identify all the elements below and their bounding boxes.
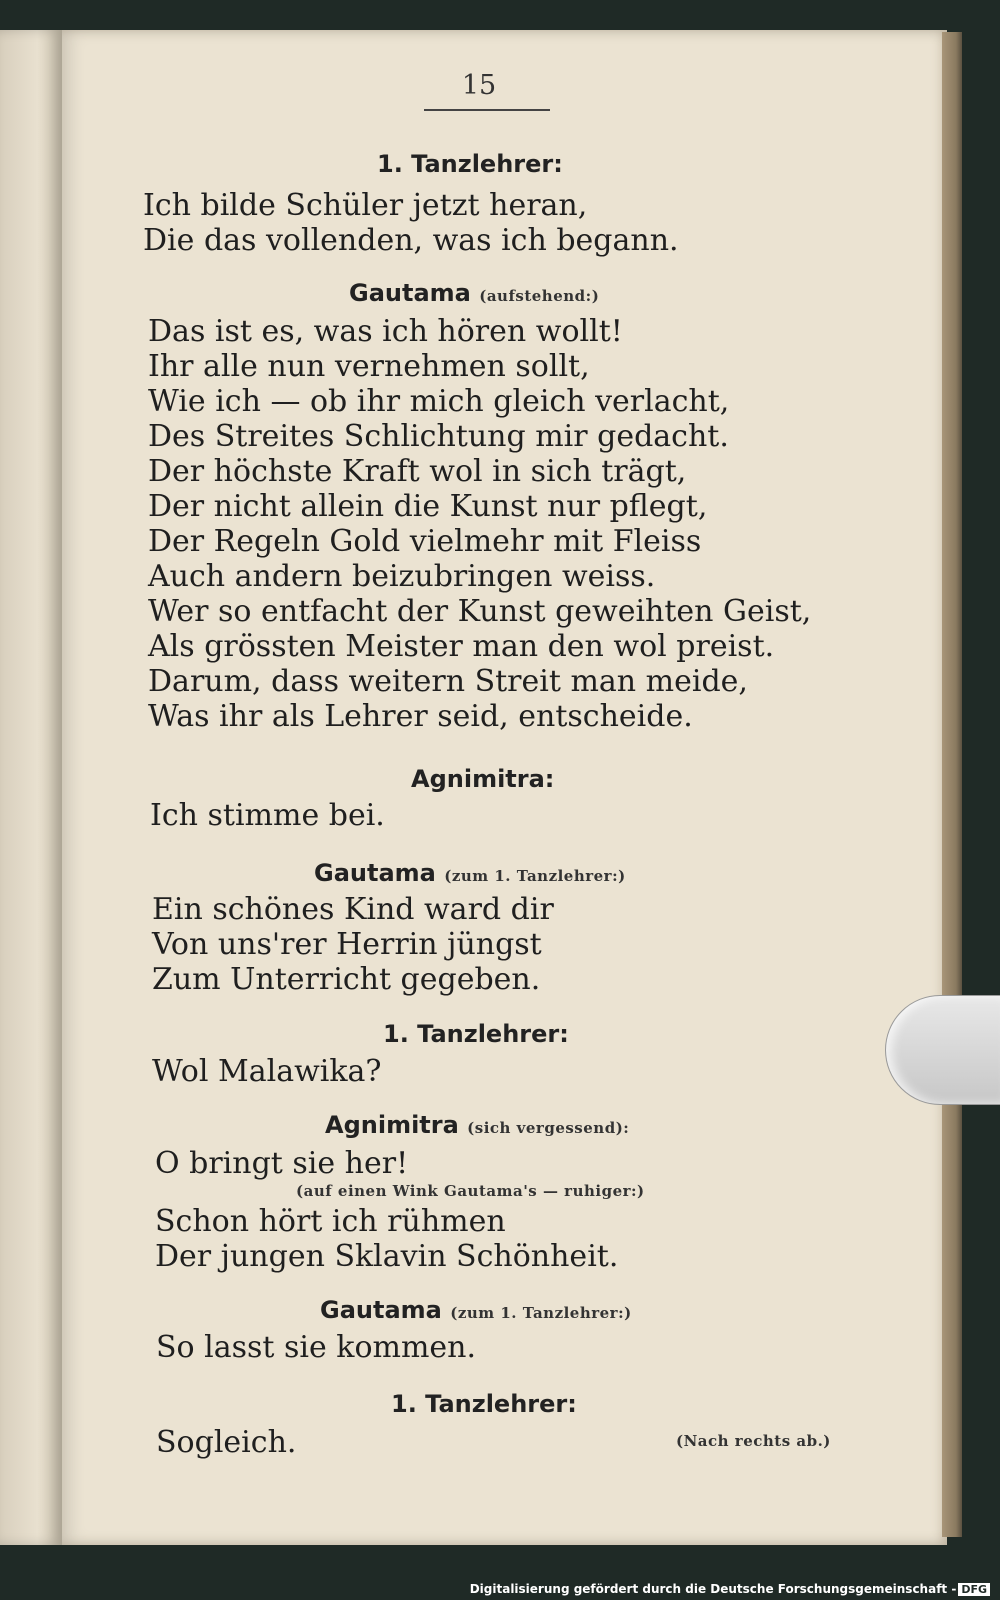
verse-line: Als grössten Meister man den wol preist. [148,629,775,664]
stage-direction: (auf einen Wink Gautama's — ruhiger:) [296,1182,645,1200]
verse-line: Der Regeln Gold vielmehr mit Fleiss [148,524,702,559]
speaker-line: 1. Tanzlehrer: [383,1020,569,1048]
verse-line: Von uns'rer Herrin jüngst [152,927,542,962]
speaker-line: 1. Tanzlehrer: [391,1390,577,1418]
verse-line: O bringt sie her! [155,1146,409,1181]
verse-line: Des Streites Schlichtung mir gedacht. [148,419,729,454]
speaker-line: Gautama (zum 1. Tanzlehrer:) [320,1296,632,1324]
page-clip [885,995,1000,1105]
facing-page-edge [0,30,62,1545]
dfg-logo: DFG [958,1583,990,1596]
page-edge [942,32,962,1537]
verse-line: Das ist es, was ich hören wollt! [148,314,623,349]
speaker-line: Agnimitra: [411,765,555,793]
speaker-line: Gautama (zum 1. Tanzlehrer:) [314,859,626,887]
verse-line: Darum, dass weitern Streit man meide, [148,664,748,699]
verse-line: Auch andern beizubringen weiss. [148,559,656,594]
page-number: 15 [461,70,497,101]
speaker-line: 1. Tanzlehrer: [377,150,563,178]
verse-line: Schon hört ich rühmen [155,1204,506,1239]
verse-line: Ein schönes Kind ward dir [152,892,554,927]
verse-line: Wie ich — ob ihr mich gleich verlacht, [148,384,730,419]
page-number-rule [424,109,550,111]
verse-line: So lasst sie kommen. [156,1330,477,1365]
verse-line: Der höchste Kraft wol in sich trägt, [148,454,687,489]
verse-line: Ihr alle nun vernehmen sollt, [148,349,590,384]
speaker-line: Gautama (aufstehend:) [349,279,600,307]
speaker-line: Agnimitra (sich vergessend): [325,1111,630,1139]
verse-line: Sogleich. [156,1425,297,1460]
verse-line: Ich stimme bei. [150,798,385,833]
verse-line: Der jungen Sklavin Schönheit. [155,1239,619,1274]
verse-line: Ich bilde Schüler jetzt heran, [143,188,588,223]
stage-direction: (Nach rechts ab.) [676,1432,831,1450]
verse-line: Zum Unterricht gegeben. [152,962,541,997]
verse-line: Wer so entfacht der Kunst geweihten Geist, [148,594,812,629]
verse-line: Was ihr als Lehrer seid, entscheide. [148,699,693,734]
verse-line: Wol Malawika? [152,1054,382,1089]
digitization-credit: Digitalisierung gefördert durch die Deutsche Forschungsgemeinschaft - DFG [470,1582,990,1596]
verse-line: Die das vollenden, was ich begann. [143,223,679,258]
verse-line: Der nicht allein die Kunst nur pflegt, [148,489,708,524]
